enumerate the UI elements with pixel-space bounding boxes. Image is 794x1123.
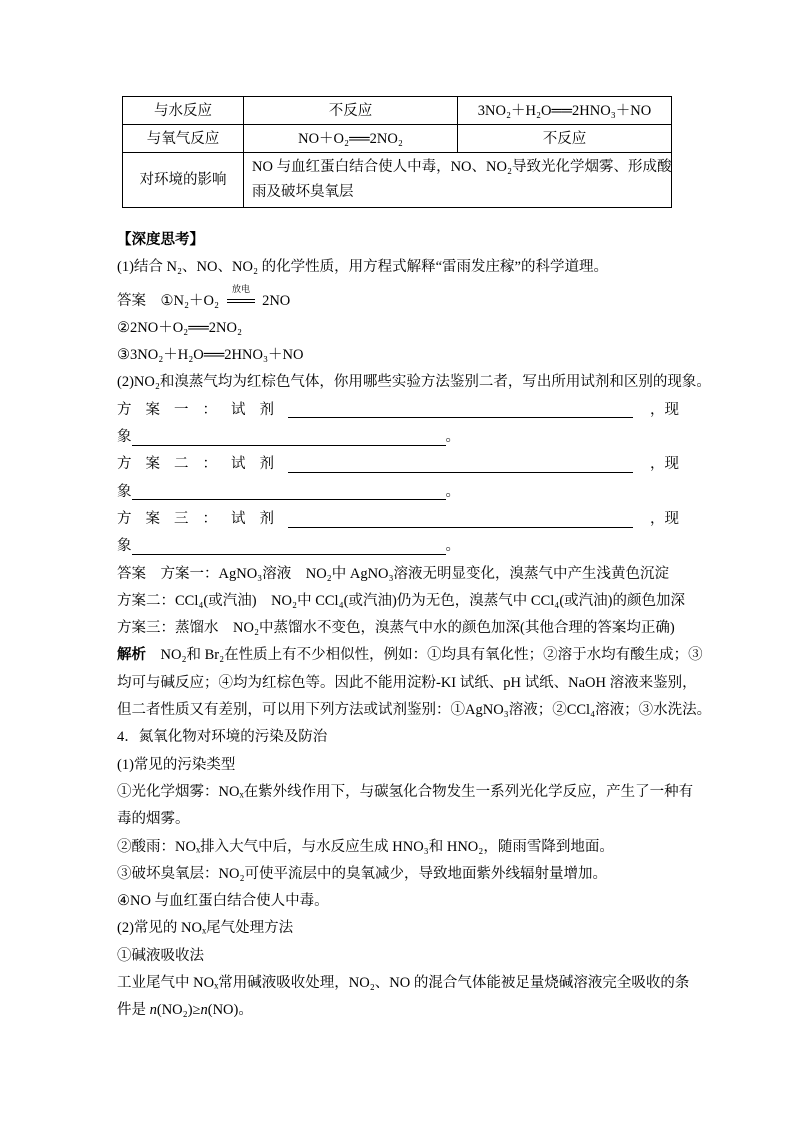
- analysis-line: 但二者性质又有差别，可以用下列方法或试剂鉴别：①AgNO₃溶液；②CCl₄溶液；③水洗法。: [117, 702, 712, 719]
- row-label: 对环境的影响: [123, 153, 244, 208]
- answer-blank-line: [132, 484, 446, 500]
- period: 。: [445, 538, 460, 555]
- row-label: 与氧气反应: [123, 125, 244, 153]
- phenomenon-word-start: 现: [664, 456, 679, 473]
- plan-2-reagent-row: [117, 451, 677, 478]
- method-1-condition: [117, 997, 677, 1024]
- amount-symbol: n: [200, 1002, 208, 1019]
- answer-1-equation-2: ②2NO＋O₂══2NO₂: [117, 319, 243, 336]
- question-2: (2)NO₂和溴蒸气均为红棕色气体，你用哪些实验方法鉴别二者，写出所用试剂和区别的现象。: [117, 374, 711, 391]
- section-heading: 【深度思考】: [117, 232, 204, 248]
- phenomenon-word-end: 象: [117, 483, 132, 500]
- row-label: 与水反应: [123, 97, 244, 125]
- period: 。: [445, 483, 460, 500]
- pollution-item-poison: ④NO 与血红蛋白结合使人中毒。: [117, 893, 329, 910]
- period: 。: [445, 429, 460, 446]
- analysis-text: NO₂和 Br₂在性质上有不少相似性，例如：①均具有氧化性；②溶于水均有酸生成；③: [160, 647, 703, 664]
- main-text: [117, 227, 712, 1025]
- answer-2-line: [117, 561, 677, 588]
- cell-text-line: NO 与血红蛋白结合使人中毒，NO、NO₂导致光化学烟雾、形成酸: [252, 159, 672, 175]
- comma: ，: [650, 401, 665, 418]
- cell-text-line: 雨及破坏臭氧层: [252, 184, 354, 200]
- condition-prefix: 件是: [117, 1002, 150, 1019]
- question-1: (1)结合 N₂、NO、NO₂ 的化学性质，用方程式解释“雷雨发庄稼”的科学道理。: [117, 259, 608, 276]
- plan-1-phenomenon-row: [117, 424, 677, 451]
- table-row: [123, 125, 672, 153]
- amount-symbol: n: [149, 1002, 157, 1019]
- answer-blank-line: [132, 539, 446, 555]
- pollution-item-ozone: ③破坏臭氧层：NO₂可使平流层中的臭氧减少，导致地面紫外线辐射量增加。: [117, 865, 607, 882]
- answer-text: 方案一：AgNO₃溶液 NO₂中 AgNO₃溶液无明显变化，溴蒸气中产生浅黄色沉淀: [160, 565, 670, 582]
- method-1-text: 工业尾气中 NOₓ常用碱液吸收处理，NO₂、NO 的混合气体能被足量烧碱溶液完全吸收的条: [117, 975, 690, 992]
- answer-label: 答案: [117, 292, 146, 309]
- answer-1-equation-1: [117, 282, 677, 315]
- equals-sign: [227, 299, 255, 303]
- condition-middle: (NO₂)≥: [156, 1002, 201, 1019]
- phenomenon-word-end: 象: [117, 429, 132, 446]
- no2-cell: 3NO₂＋H₂O══2HNO₃＋NO: [458, 97, 672, 125]
- plan-3-reagent-row: [117, 506, 677, 533]
- equation-reactants: ①N₂＋O₂: [160, 292, 220, 309]
- reaction-condition: [227, 284, 255, 308]
- answer-label: 答案: [117, 565, 146, 582]
- environment-impact-cell: [244, 153, 672, 208]
- analysis-label: 解析: [117, 647, 146, 664]
- plan-2-phenomenon-row: [117, 479, 677, 506]
- comma: ，: [650, 456, 665, 473]
- subsection-1-heading: (1)常见的污染类型: [117, 756, 236, 773]
- section-4-heading: 4．氮氧化物对环境的污染及防治: [117, 729, 328, 746]
- plan-label: 方案一：试剂: [117, 401, 288, 418]
- phenomenon-word-end: 象: [117, 538, 132, 555]
- subsection-2-heading: (2)常见的 NOₓ尾气处理方法: [117, 920, 294, 937]
- answer-blank-line: [288, 512, 633, 528]
- answer-2-line: 方案三：蒸馏水 NO₂中蒸馏水不变色，溴蒸气中水的颜色加深(其他合理的答案均正确): [117, 620, 675, 637]
- analysis-line: [117, 642, 703, 669]
- phenomenon-word-start: 现: [664, 510, 679, 527]
- pollution-item-smog: ①光化学烟雾：NOₓ在紫外线作用下，与碳氢化合物发生一系列光化学反应，产生了一种有: [117, 783, 694, 800]
- method-1-title: ①碱液吸收法: [117, 947, 204, 964]
- answer-blank-line: [288, 402, 633, 418]
- no-cell: 不反应: [244, 97, 458, 125]
- plan-label: 方案二：试剂: [117, 456, 288, 473]
- plan-3-phenomenon-row: [117, 533, 677, 560]
- comma: ，: [650, 510, 665, 527]
- no2-cell: 不反应: [458, 125, 672, 153]
- pollution-item-acid-rain: ②酸雨：NOₓ排入大气中后，与水反应生成 HNO₃和 HNO₂，随雨雪降到地面。: [117, 838, 614, 855]
- plan-1-reagent-row: [117, 397, 677, 424]
- plan-label: 方案三：试剂: [117, 510, 288, 527]
- answer-2-line: 方案二：CCl₄(或汽油) NO₂中 CCl₄(或汽油)仍为无色，溴蒸气中 CCl₄(或汽油)的颜色加深: [117, 592, 685, 609]
- condition-suffix: (NO)。: [207, 1002, 253, 1019]
- answer-blank-line: [132, 430, 446, 446]
- comparison-table: [122, 96, 672, 208]
- no-cell: NO＋O₂══2NO₂: [244, 125, 458, 153]
- analysis-line: 均可与碱反应；④均为红棕色等。因此不能用淀粉-KI 试纸、pH 试纸、NaOH 溶液来鉴别，: [117, 674, 697, 691]
- table-row: [123, 153, 672, 208]
- answer-blank-line: [288, 457, 633, 473]
- answer-1-equation-3: ③3NO₂＋H₂O══2HNO₃＋NO: [117, 347, 304, 364]
- pollution-item-smog-cont: 毒的烟雾。: [117, 811, 190, 828]
- table-row: [123, 97, 672, 125]
- phenomenon-word-start: 现: [664, 401, 679, 418]
- equation-products: 2NO: [262, 292, 291, 309]
- reaction-condition-label: 放电: [232, 284, 251, 295]
